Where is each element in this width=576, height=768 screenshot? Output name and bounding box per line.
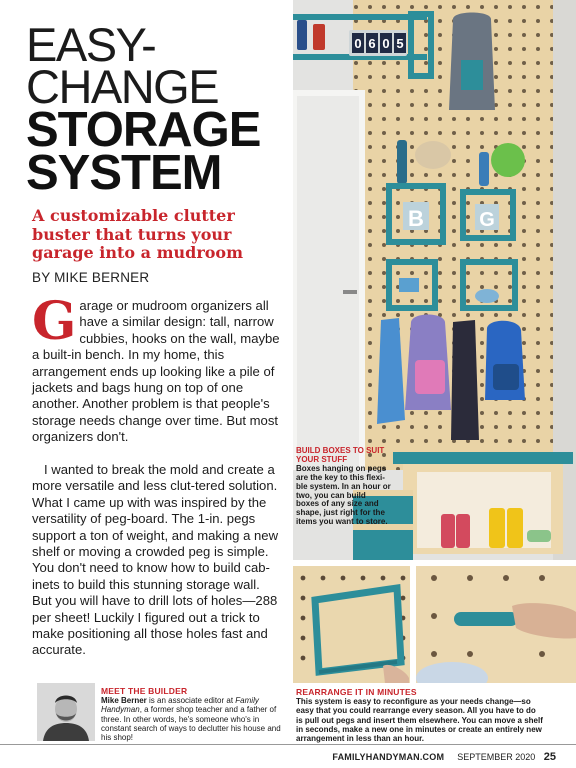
letter-g: G bbox=[479, 209, 495, 231]
peg-icon bbox=[454, 612, 518, 626]
footer-issue: SEPTEMBER 2020 bbox=[457, 752, 536, 762]
builder-name: Mike Berner bbox=[101, 696, 147, 705]
dark-jacket bbox=[451, 320, 479, 440]
footer-site: FAMILYHANDYMAN.COM bbox=[332, 752, 445, 762]
straw-hat bbox=[415, 141, 451, 169]
byline: BY MIKE BERNER bbox=[32, 270, 150, 285]
subhead: A customizable clutter buster that turns your garage into a mudroom bbox=[32, 206, 244, 262]
body-paragraph-1 bbox=[32, 291, 282, 446]
page-number: 25 bbox=[543, 751, 556, 763]
builder-portrait bbox=[37, 683, 95, 741]
photo-caption-bottom-text: This system is easy to reconfigure as your needs change—so easy that you could rearrange every season. All you have to do is pull out pegs and insert them elsewhere. You can move a shelf in seconds, make a new one in minutes or create an entirely new arrangement in less than an hour. bbox=[296, 697, 543, 744]
photo-caption-side bbox=[296, 447, 391, 527]
photo-caption-side-title: BUILD BOXES TO SUIT YOUR STUFF bbox=[296, 446, 385, 464]
door-handle bbox=[343, 290, 357, 294]
green-helmet bbox=[491, 143, 525, 177]
clock-digit-4: 5 bbox=[396, 36, 404, 51]
body-paragraph-2: I wanted to break the mold and create a more versatile and less clut-tered solution. What I came up with was inspired by the versatility of peg-board. The 1-in. pegs support a ton of weight, and making a new shelf or moving a crowded peg is simple. You don't need to know how to build cab-inets to build this stunning storage wall. But you will have to drill lots of holes—288 per sheet! Luckily I figured out a trick to make positioning all those holes fast and accurate. bbox=[32, 462, 279, 658]
photo-caption-side-text: Boxes hanging on pegs are the key to this flexi-ble system. In an hour or two, you can build boxes of any size and shape, just right for the items you want to store. bbox=[296, 463, 391, 527]
photo-peg-insert bbox=[416, 566, 576, 683]
photo-caption-bottom-title: REARRANGE IT IN MINUTES bbox=[296, 687, 417, 697]
headline-line-4: SYSTEM bbox=[26, 146, 222, 200]
red-boots bbox=[441, 514, 455, 548]
clock-digit-2: 6 bbox=[368, 36, 376, 51]
bench-top bbox=[393, 452, 573, 464]
letter-b: B bbox=[408, 206, 424, 231]
drop-cap: G bbox=[32, 291, 77, 352]
clock-digit-1: 0 bbox=[354, 36, 362, 51]
footer-rule bbox=[0, 744, 576, 745]
page-footer bbox=[332, 751, 556, 763]
flip-clock bbox=[349, 30, 407, 56]
builder-bio-b: , a former shop teacher and a father of three. In other words, he's someone who's in constant search of ways to declutter his house and his shop! bbox=[101, 705, 281, 743]
yellow-boots bbox=[489, 508, 505, 548]
headline-line-1: EASY- bbox=[26, 18, 156, 71]
clock-digit-3: 0 bbox=[382, 36, 390, 51]
photo-box-hanging bbox=[293, 566, 410, 683]
headline-line-2: CHANGE bbox=[26, 60, 219, 113]
builder-title: MEET THE BUILDER bbox=[101, 686, 188, 696]
builder-bio-a: is an associate editor at bbox=[146, 696, 236, 705]
top-shelf bbox=[293, 14, 427, 20]
body-paragraph-1-text: arage or mudroom organizers all have a similar design: tall, narrow cubbies, hooks on the wall, maybe a built-in bench. In my home, this arrangement ends up looking like a pile of jackets and bags hung on top of one another. Another problem is that people's storage needs change over time. But most organizers don't. bbox=[32, 298, 280, 445]
builder-bio bbox=[101, 696, 281, 742]
headline-line-3: STORAGE bbox=[26, 103, 261, 157]
builder-magazine: Family Handyman bbox=[101, 696, 259, 715]
